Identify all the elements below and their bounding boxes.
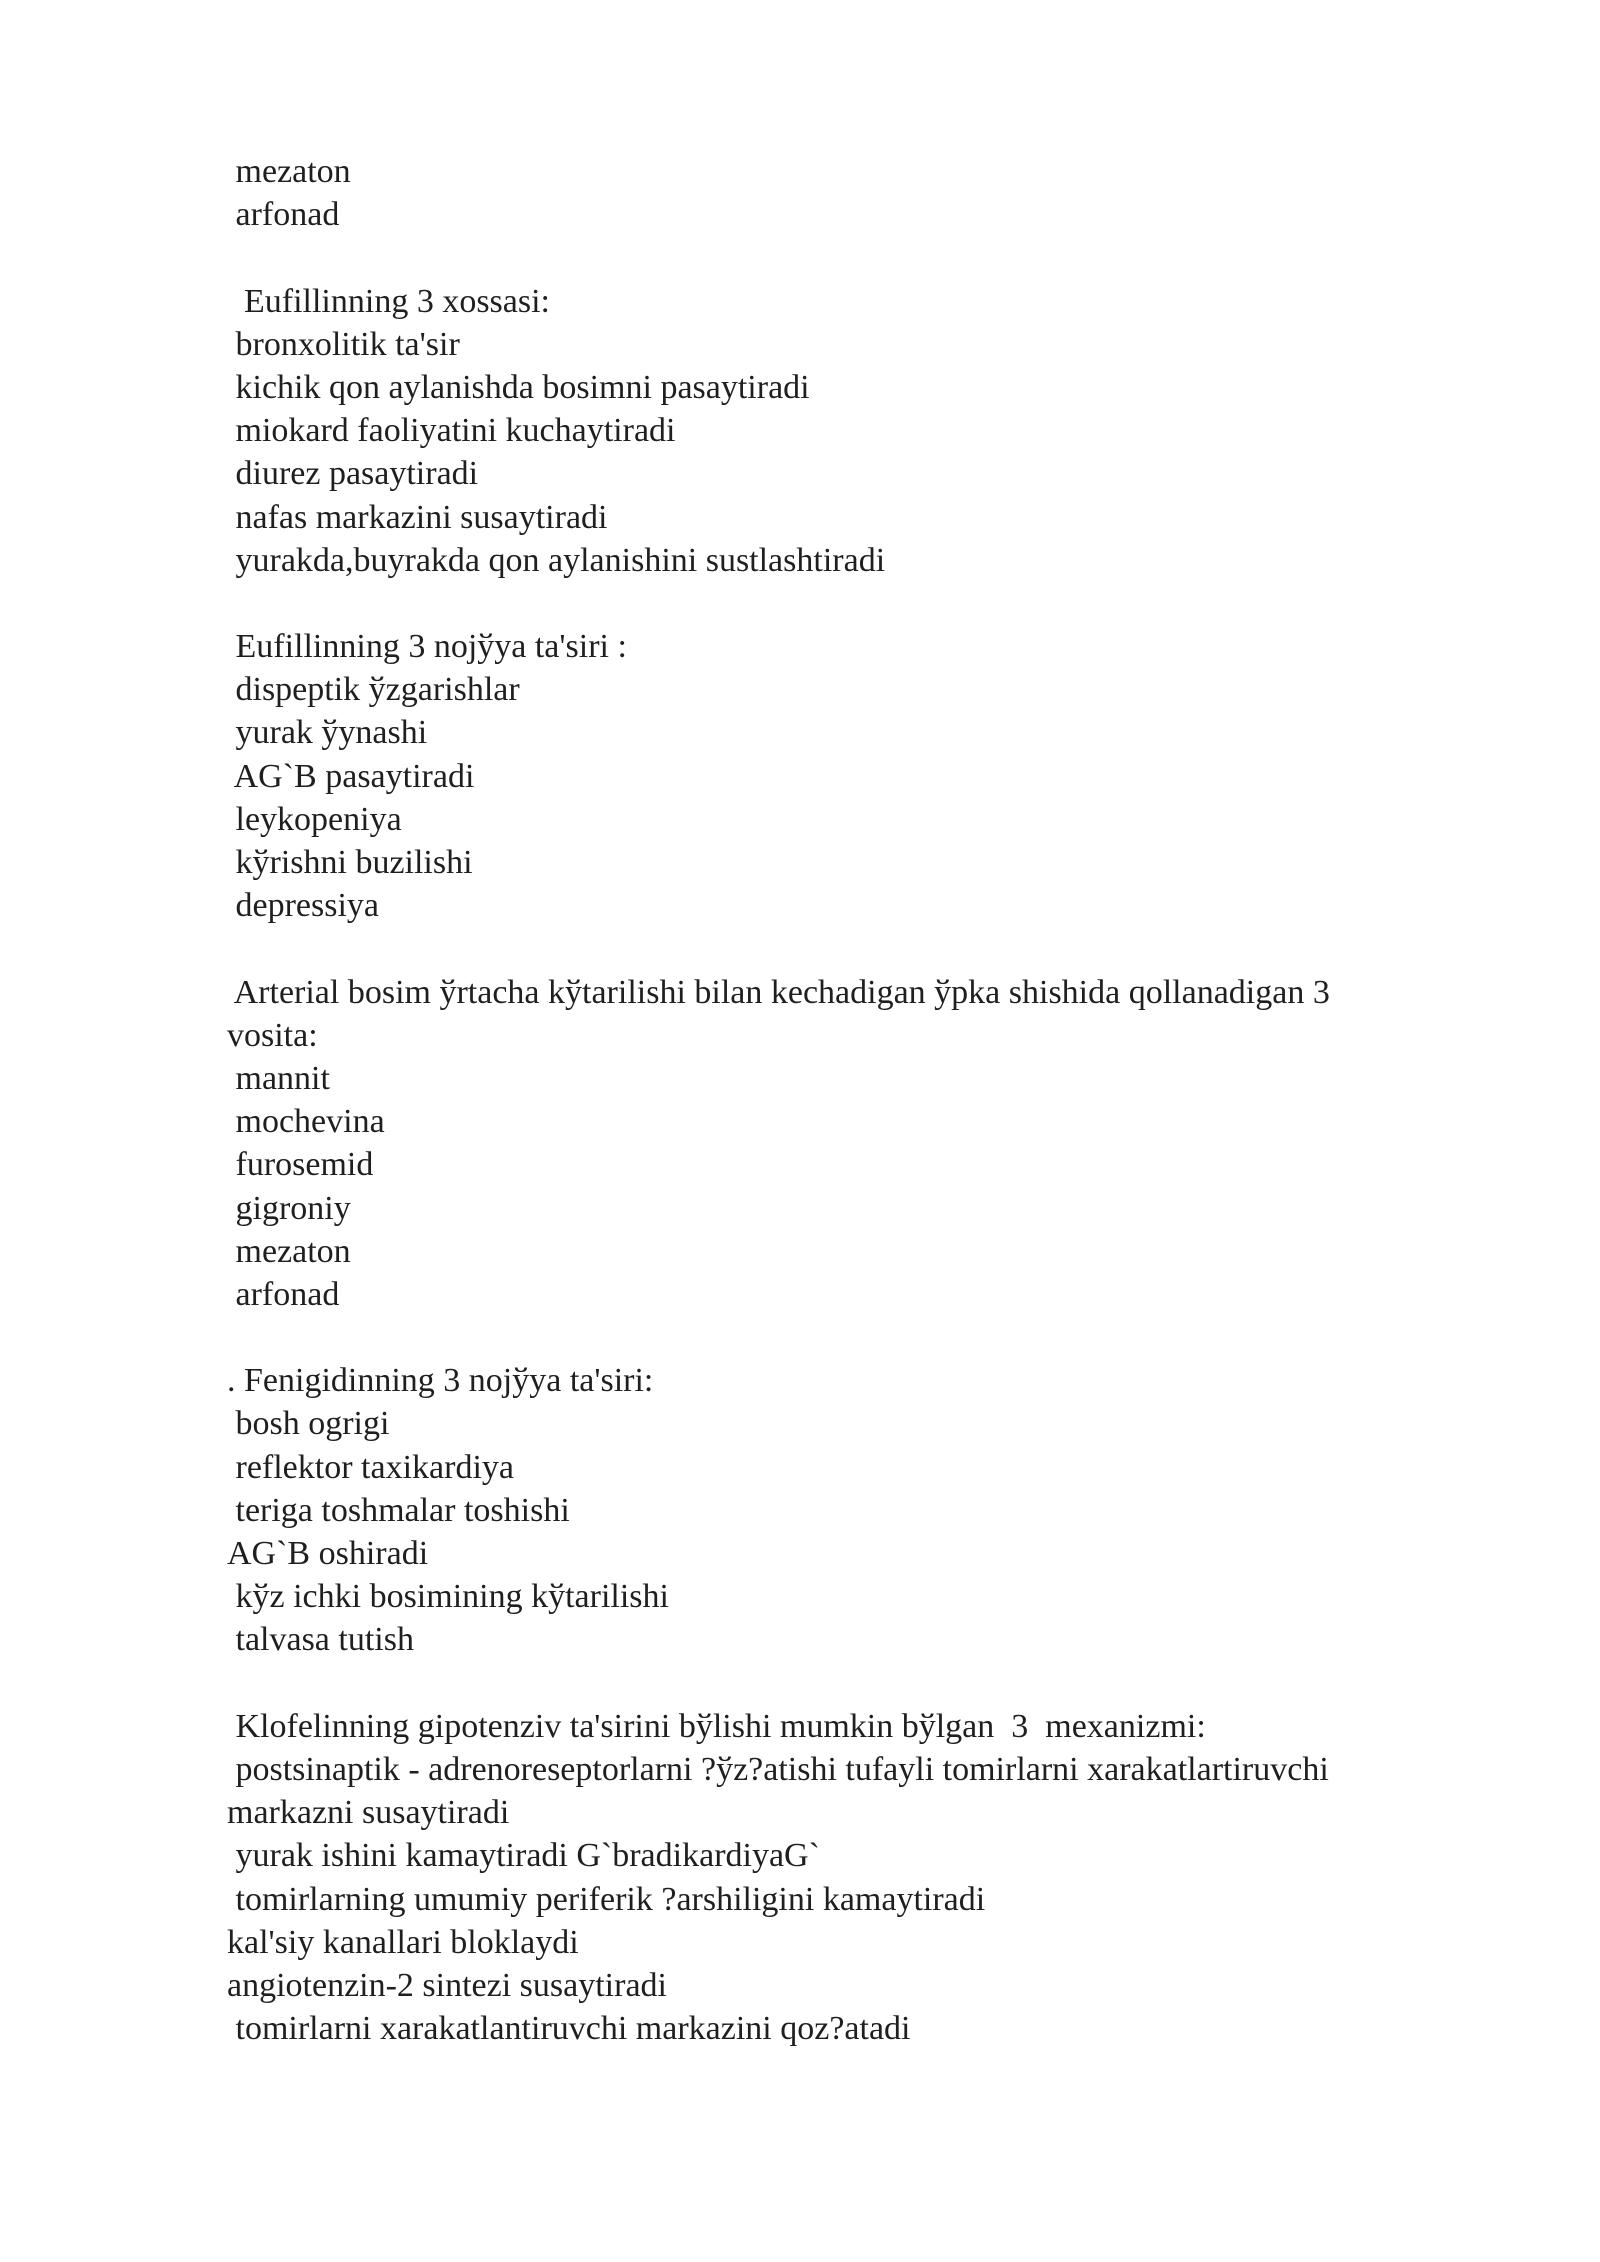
section-2 — [227, 280, 1507, 582]
list-item: bronxolitik ta'sir — [227, 325, 460, 363]
list-item: teriga toshmalar toshishi — [227, 1491, 570, 1529]
text-line: arfonad — [227, 196, 340, 234]
list-item: angiotenzin-2 sintezi susaytiradi — [227, 1966, 667, 2004]
list-item: tomirlarning umumiy periferik ?arshiligini kamaytiradi — [227, 1880, 986, 1918]
list-item: kal'siy kanallari bloklaydi — [227, 1923, 579, 1961]
blank-line — [227, 1662, 1507, 1705]
list-item: yurakda,buyrakda qon aylanishini sustlashtiradi — [227, 541, 886, 579]
document-body — [227, 150, 1507, 2050]
section-heading: Klofelinning gipotenziv ta'sirini bўlishi mumkin bўlgan 3 mexanizmi: — [227, 1707, 1206, 1745]
section-6 — [227, 1705, 1507, 2051]
section-3 — [227, 625, 1507, 927]
section-heading: Eufillinning 3 nojўya ta'siri : — [227, 628, 627, 666]
list-item: talvasa tutish — [227, 1621, 414, 1659]
section-heading: Eufillinning 3 xossasi: — [227, 282, 550, 320]
section-heading-continuation: vosita: — [227, 1016, 318, 1054]
list-item: postsinaptik - adrenoreseptorlarni ?ўz?atishi tufayli tomirlarni xarakatlartiruvchi — [227, 1750, 1329, 1788]
list-item: yurak ўynashi — [227, 714, 428, 752]
blank-line — [227, 236, 1507, 279]
list-item: yurak ishini kamaytiradi G`bradikardiyaG` — [227, 1837, 820, 1875]
list-item: furosemid — [227, 1146, 374, 1184]
list-item: arfonad — [227, 1275, 340, 1313]
blank-line — [227, 927, 1507, 970]
list-item: miokard faoliyatini kuchaytiradi — [227, 412, 676, 450]
list-item: bosh ogrigi — [227, 1405, 390, 1443]
list-item: leykopeniya — [227, 800, 402, 838]
list-item: AG`B oshiradi — [227, 1535, 429, 1572]
list-item: diurez pasaytiradi — [227, 455, 479, 493]
list-item: AG`B pasaytiradi — [227, 757, 475, 795]
list-item: nafas markazini susaytiradi — [227, 498, 608, 536]
list-item: dispeptik ўzgarishlar — [227, 671, 520, 709]
list-item: kichik qon aylanishda bosimni pasaytiradi — [227, 368, 810, 406]
text-line: mezaton — [227, 153, 351, 190]
list-item: gigroniy — [227, 1189, 351, 1227]
list-item: depressiya — [227, 887, 380, 925]
section-1 — [227, 150, 1507, 236]
blank-line — [227, 582, 1507, 625]
list-item-continuation: markazni susaytiradi — [227, 1794, 510, 1832]
list-item: kўrishni buzilishi — [227, 844, 473, 881]
list-item: tomirlarni xarakatlantiruvchi markazini qoz?atadi — [227, 2010, 911, 2048]
section-heading: . Fenigidinning 3 nojўya ta'siri: — [227, 1362, 654, 1400]
list-item: reflektor taxikardiya — [227, 1448, 514, 1486]
section-heading: Arterial bosim ўrtacha kўtarilishi bilan kechadigan ўpka shishida qollanadigan 3 — [227, 973, 1330, 1011]
list-item: mochevina — [227, 1103, 385, 1141]
blank-line — [227, 1316, 1507, 1359]
list-item: mezaton — [227, 1232, 351, 1270]
section-5 — [227, 1359, 1507, 1661]
list-item: kўz ichki bosimining kўtarilishi — [227, 1578, 669, 1616]
list-item: mannit — [227, 1059, 330, 1097]
section-4 — [227, 971, 1507, 1317]
